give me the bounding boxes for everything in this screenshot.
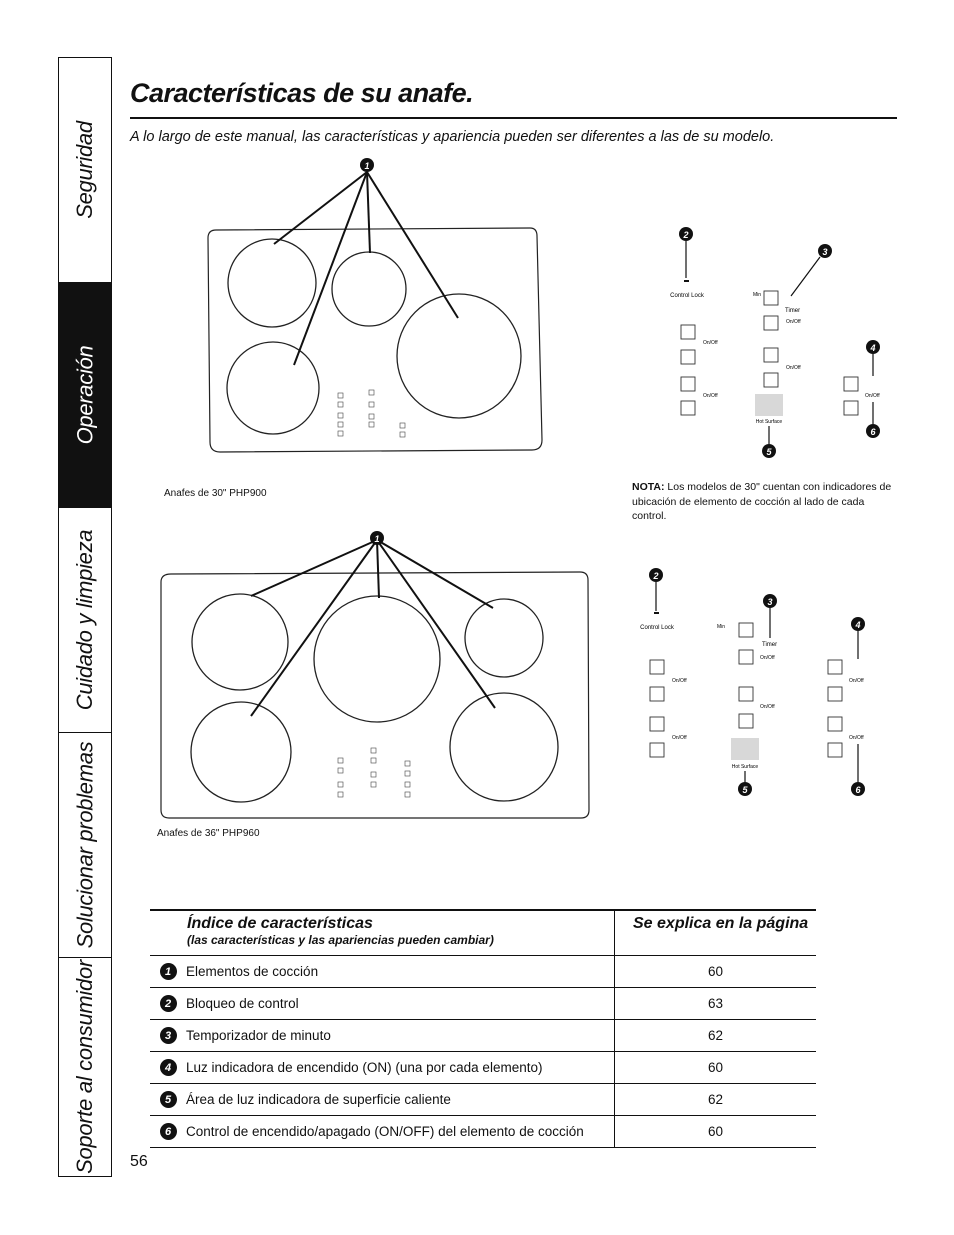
svg-text:4: 4 [855, 620, 861, 630]
tab-soporte[interactable] [59, 958, 111, 1176]
callout-1-label: 1 [374, 534, 380, 544]
on-off-label: On/Off [703, 393, 718, 399]
tab-label: Cuidado y limpieza [72, 529, 98, 711]
callout-2 [649, 568, 663, 582]
hot-surface-label: Hot Surface [731, 764, 759, 770]
caption-30: Anafes de 30" PHP900 [164, 488, 267, 499]
callout-number: 2 [160, 995, 177, 1012]
callout-3 [763, 594, 777, 608]
table-row [150, 1116, 816, 1148]
page-title: Características de su anafe. [130, 78, 474, 108]
feature-name: Área de luz indicadora de superficie caliente [186, 1084, 615, 1116]
section-sidebar [58, 57, 112, 1177]
svg-text:3: 3 [767, 597, 773, 607]
svg-text:2: 2 [683, 230, 689, 240]
callout-number: 3 [160, 1027, 177, 1044]
caption-36: Anafes de 36" PHP960 [157, 828, 260, 839]
table-row [150, 988, 816, 1020]
title-rule [130, 117, 897, 119]
table-row [150, 1052, 816, 1084]
svg-text:2: 2 [653, 571, 659, 581]
control-lock-label: Control Lock [670, 293, 704, 299]
callout-number: 1 [160, 963, 177, 980]
callout-6 [851, 782, 865, 796]
on-off-label: On/Off [865, 393, 880, 399]
table-header-features: Índice de características (las características y las apariencias pueden cambiar) [150, 909, 615, 956]
feature-page: 62 [615, 1020, 817, 1052]
feature-name: Elementos de cocción [186, 956, 615, 988]
feature-page: 60 [615, 956, 817, 988]
feature-page: 60 [615, 1116, 817, 1148]
page-subtitle: A lo largo de este manual, las características y apariencia pueden ser diferentes a las de su modelo. [130, 129, 775, 145]
table-header-page: Se explica en la página [615, 909, 817, 956]
min-label: Min [717, 624, 726, 630]
feature-page: 63 [615, 988, 817, 1020]
timer-label: Timer [762, 642, 778, 648]
on-off-label: On/Off [786, 365, 801, 371]
feature-name: Control de encendido/apagado (ON/OFF) del elemento de cocción [186, 1116, 615, 1148]
callout-2 [679, 227, 693, 241]
table-row [150, 956, 816, 988]
svg-text:5: 5 [742, 785, 748, 795]
svg-text:6: 6 [870, 427, 876, 437]
page-number: 56 [130, 1153, 148, 1170]
control-panel-30 [645, 222, 895, 462]
on-off-label: On/Off [760, 655, 775, 661]
timer-label: Timer [785, 308, 801, 314]
hot-surface-label: Hot Surface [755, 419, 783, 425]
callout-4 [851, 617, 865, 631]
on-off-label: On/Off [672, 735, 687, 741]
feature-page: 60 [615, 1052, 817, 1084]
svg-text:5: 5 [766, 447, 772, 457]
on-off-label: On/Off [760, 704, 775, 710]
tab-solucionar[interactable] [59, 733, 111, 958]
callout-4 [866, 340, 880, 354]
control-lock-label: Control Lock [640, 625, 674, 631]
tab-label: Operación [72, 345, 97, 445]
tab-label: Seguridad [72, 121, 98, 219]
tab-seguridad[interactable] [59, 58, 111, 283]
callout-3 [818, 244, 832, 258]
feature-name: Temporizador de minuto [186, 1020, 615, 1052]
on-off-label: On/Off [672, 678, 687, 684]
tab-cuidado[interactable] [59, 508, 111, 733]
callout-number: 6 [160, 1123, 177, 1140]
callout-number: 4 [160, 1059, 177, 1076]
callout-5 [762, 444, 776, 458]
callout-1-label: 1 [364, 161, 370, 171]
on-off-label: On/Off [786, 319, 801, 325]
control-panel-36 [640, 564, 890, 804]
table-row [150, 1084, 816, 1116]
table-row [150, 1020, 816, 1052]
min-label: Min [753, 292, 762, 298]
svg-text:6: 6 [855, 785, 861, 795]
on-off-label: On/Off [849, 735, 864, 741]
callout-6 [866, 424, 880, 438]
feature-name: Bloqueo de control [186, 988, 615, 1020]
svg-text:3: 3 [822, 247, 828, 257]
feature-name: Luz indicadora de encendido (ON) (una por cada elemento) [186, 1052, 615, 1084]
on-off-label: On/Off [849, 678, 864, 684]
tab-label: Soporte al consumidor [72, 960, 98, 1174]
svg-text:4: 4 [870, 343, 876, 353]
nota-text: NOTA: Los modelos de 30" cuentan con indicadores de ubicación de elemento de cocción al lado de cada control. [632, 481, 892, 522]
callout-5 [738, 782, 752, 796]
hot-surface-area [755, 394, 783, 416]
tab-operacion[interactable] [59, 283, 111, 508]
hot-surface-area [731, 738, 759, 760]
feature-index-table [150, 909, 816, 1148]
tab-label: Solucionar problemas [72, 741, 98, 949]
cooktop-36-diagram [155, 528, 595, 828]
feature-page: 62 [615, 1084, 817, 1116]
cooktop-30-diagram [200, 150, 550, 485]
callout-number: 5 [160, 1091, 177, 1108]
on-off-label: On/Off [703, 340, 718, 346]
